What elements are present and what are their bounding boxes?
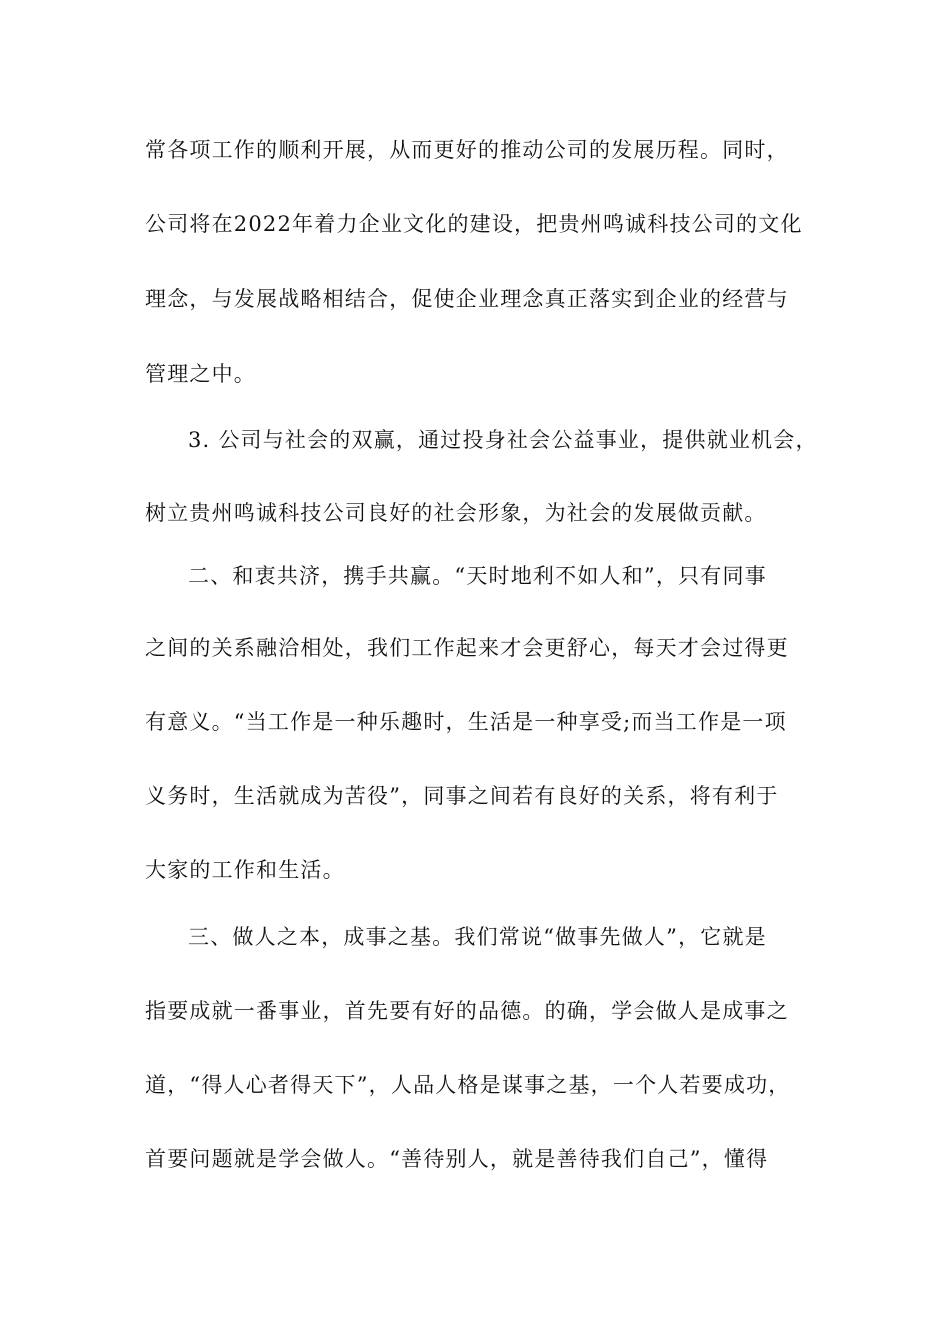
text-line: 义务时，生活就成为苦役”，同事之间若有良好的关系，将有利于 <box>145 784 779 808</box>
text-line: 常各项工作的顺利开展，从而更好的推动公司的发展历程。同时， <box>145 138 789 162</box>
text-line: 首要问题就是学会做人。“善待别人，就是善待我们自己”，懂得 <box>145 1147 769 1171</box>
text-line: 大家的工作和生活。 <box>145 858 345 882</box>
text-line: 二、和衷共济，携手共赢。“天时地利不如人和”，只有同事 <box>188 564 767 588</box>
text-line: 指要成就一番事业，首先要有好的品德。的确，学会做人是成事之 <box>145 999 789 1023</box>
text-line: 树立贵州鸣诚科技公司良好的社会形象，为社会的发展做贡献。 <box>145 501 767 525</box>
text-line: 有意义。“当工作是一种乐趣时，生活是一种享受;而当工作是一项 <box>145 710 787 734</box>
text-line: 三、做人之本，成事之基。我们常说“做事先做人”，它就是 <box>188 925 767 949</box>
text-line: 3. 公司与社会的双赢，通过投身社会公益事业，提供就业机会， <box>188 428 818 452</box>
text-line: 道，“得人心者得天下”，人品人格是谋事之基，一个人若要成功， <box>145 1073 791 1097</box>
text-line: 之间的关系融洽相处，我们工作起来才会更舒心，每天才会过得更 <box>145 636 789 660</box>
text-line: 管理之中。 <box>145 362 256 386</box>
text-line: 公司将在2022年着力企业文化的建设，把贵州鸣诚科技公司的文化 <box>145 212 803 236</box>
text-line: 理念，与发展战略相结合，促使企业理念真正落实到企业的经营与 <box>145 287 789 311</box>
